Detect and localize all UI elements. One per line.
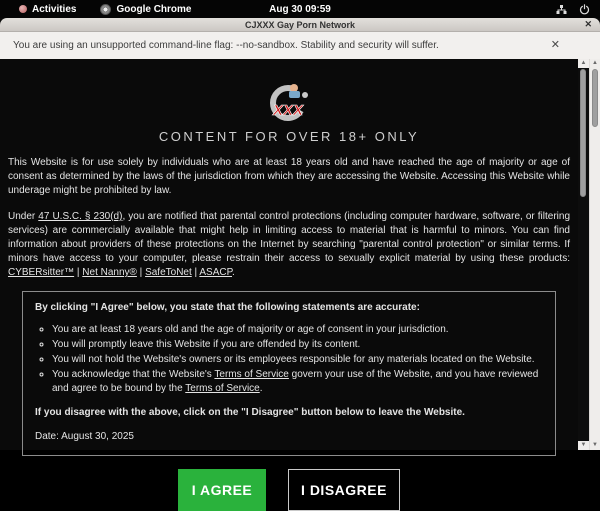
- age-statement-text: This Website is for use solely by individuals who are at least 18 years old and have reached the age of majority or age of consent as determined by the laws of the jurisdiction from which they are accessing the Website. Accessing this Website while underage might be prohibited by law.: [8, 157, 570, 196]
- chrome-app-label: Google Chrome: [116, 3, 192, 15]
- window-scroll-down-icon[interactable]: ▼: [590, 441, 600, 450]
- consent-buttons-row: [0, 469, 578, 511]
- system-tray[interactable]: [556, 4, 600, 15]
- warning-text: You are using an unsupported command-line flag: --no-sandbox. Stability and security will suffer.: [13, 40, 439, 51]
- p2-separator: |: [74, 267, 83, 278]
- agreement-item-leave: ◦ You will promptly leave this Website if you are offended by its content.: [52, 338, 543, 352]
- asacp-link[interactable]: ASACP: [199, 267, 232, 278]
- warning-close-icon[interactable]: ✕: [550, 39, 560, 51]
- chrome-warning-bar: [0, 32, 600, 59]
- p2-prefix: Under: [8, 211, 39, 222]
- i-disagree-button[interactable]: I DISAGREE: [288, 469, 400, 511]
- tos-item-prefix: You acknowledge that the Website's: [52, 369, 215, 380]
- terms-of-service-link-2[interactable]: Terms of Service: [185, 383, 260, 394]
- agreement-date: Date: August 30, 2025: [35, 431, 134, 442]
- page-scroll-down-icon[interactable]: ▼: [578, 441, 589, 450]
- chrome-icon: [100, 4, 111, 15]
- window-title: CJXXX Gay Porn Network: [244, 19, 356, 30]
- window-scroll-up-icon[interactable]: ▲: [590, 59, 600, 68]
- usc-230d-link[interactable]: 47 U.S.C. § 230(d): [38, 211, 123, 222]
- clock[interactable]: Aug 30 09:59: [269, 3, 331, 15]
- page-scrollbar-thumb[interactable]: [580, 69, 586, 197]
- agreement-item-age: ◦ You are at least 18 years old and the age of majority or age of consent in your jurisdiction.: [52, 323, 543, 337]
- p2-separator: |: [136, 267, 146, 278]
- network-icon: [556, 4, 567, 15]
- p2-separator: |: [191, 267, 200, 278]
- activities-label: Activities: [32, 3, 77, 15]
- terms-of-service-link[interactable]: Terms of Service: [214, 369, 289, 380]
- power-icon: [579, 4, 590, 15]
- agreement-item-liability: ◦ You will not hold the Website's owners or its employees responsible for any materials located on the Website.: [52, 353, 543, 367]
- agreement-box: [22, 291, 556, 456]
- disagree-instruction: If you disagree with the above, click on the "I Disagree" button below to leave the Website.: [35, 407, 465, 418]
- page-title: CONTENT FOR OVER 18+ ONLY: [158, 129, 420, 144]
- chrome-app-menu[interactable]: [91, 4, 200, 15]
- page-scroll-up-icon[interactable]: ▲: [578, 59, 589, 68]
- activities-button[interactable]: [10, 4, 85, 15]
- gnome-top-bar: [0, 0, 600, 18]
- window-scrollbar-thumb[interactable]: [592, 69, 598, 127]
- netnanny-link[interactable]: Net Nanny®: [82, 267, 137, 278]
- parental-control-paragraph: [8, 210, 570, 280]
- window-scrollbar[interactable]: [589, 59, 600, 450]
- agreement-item-tos: [52, 368, 543, 396]
- tos-item-period: .: [259, 383, 263, 394]
- page-content: [0, 59, 578, 498]
- agreement-list: [35, 323, 543, 396]
- activities-indicator-icon: [19, 5, 27, 13]
- top-bar-left: [0, 4, 200, 15]
- cybersitter-link[interactable]: CYBERsitter™: [8, 267, 75, 278]
- tos-item-middle: govern your use of the Website, and you have reviewed and agree to be bound by the: [52, 369, 539, 394]
- window-title-bar: [0, 18, 600, 32]
- logo-xxx-text: XXX: [273, 102, 304, 119]
- p2-period: .: [232, 267, 235, 278]
- page-scrollbar[interactable]: [578, 59, 589, 450]
- p2-body: , you are notified that parental control protections (including computer hardware, software, or filtering services) are commercially available that might help in limiting access to material that is harmful to minors. You can find information about providers of these protections on the Internet by searching "parental control protection" or similar terms. If minors have access to your computer, please restrain their access to sexually explicit material by using these products:: [8, 211, 571, 264]
- site-logo: [267, 82, 311, 122]
- safetonet-link[interactable]: SafeToNet: [145, 267, 192, 278]
- age-statement-paragraph: [8, 156, 570, 198]
- scrollbar-rail: [578, 59, 600, 450]
- agreement-intro: By clicking "I Agree" below, you state that the following statements are accurate:: [35, 302, 420, 313]
- window-close-icon[interactable]: ✕: [584, 19, 592, 29]
- i-agree-button[interactable]: I AGREE: [178, 469, 266, 511]
